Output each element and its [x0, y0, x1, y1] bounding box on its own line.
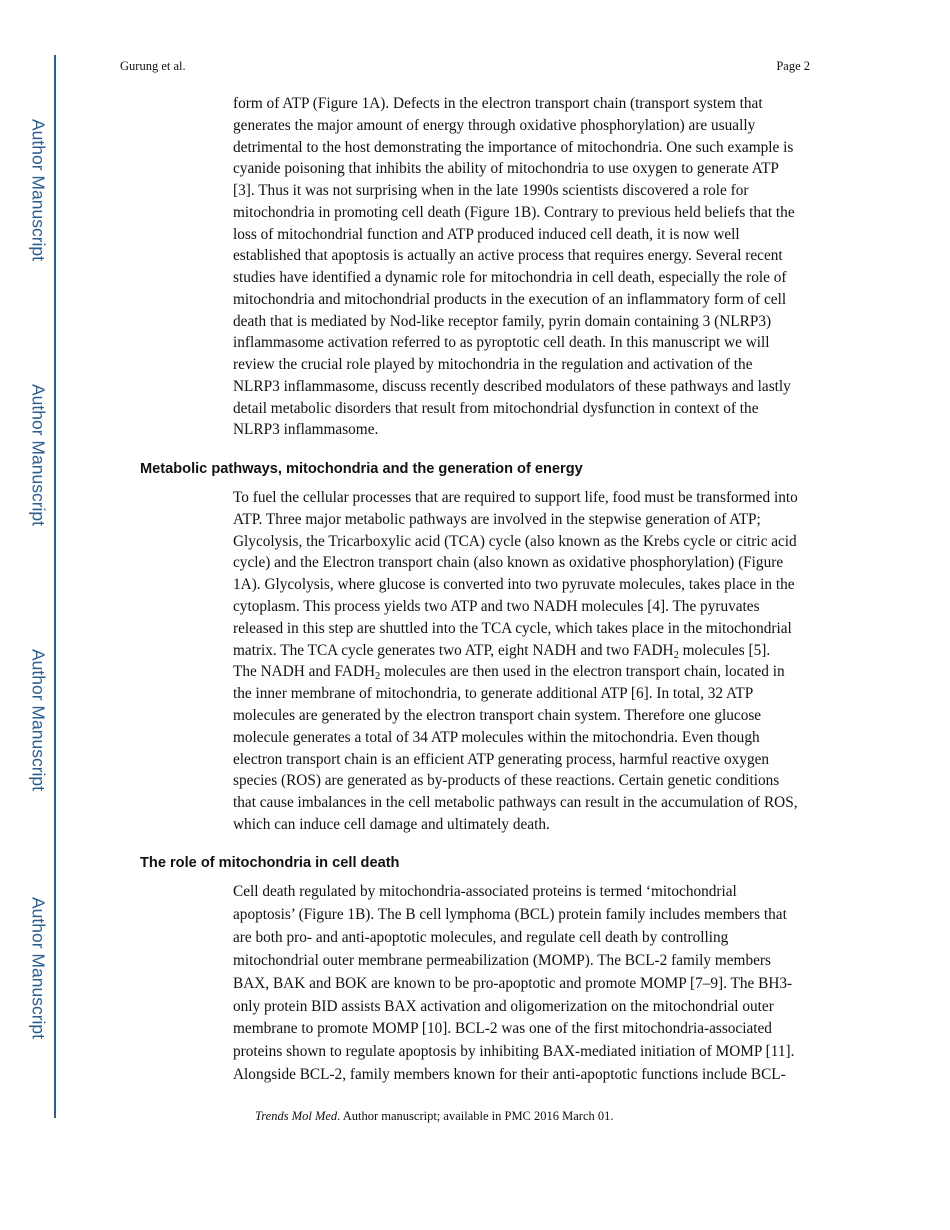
text-line: ATP. Three major metabolic pathways are involved in the stepwise generation of ATP; — [233, 510, 761, 528]
running-head-authors: Gurung et al. — [120, 59, 186, 73]
text-line: which can induce cell damage and ultimately death. — [233, 816, 550, 833]
text-line: loss of mitochondrial function and ATP produced induced cell death, it is now well — [233, 225, 740, 243]
text-line: inflammasome activation referred to as pyroptotic cell death. In this manuscript we will — [233, 334, 770, 352]
author-manuscript-label: Author Manuscript — [28, 648, 49, 792]
text-line: cytoplasm. This process yields two ATP and two NADH molecules [4]. The pyruvates — [233, 598, 760, 615]
text-line: only protein BID assists BAX activation and oligomerization on the mitochondrial outer — [233, 997, 774, 1015]
text-line: generates the major amount of energy through oxidative phosphorylation) are usually — [233, 116, 756, 134]
text-line: BAX, BAK and BOK are known to be pro-apoptotic and promote MOMP [7–9]. The BH3- — [233, 974, 793, 992]
text-line: molecules are generated by the electron transport chain system. Therefore one glucose — [233, 707, 762, 724]
text-line: matrix. The TCA cycle generates two ATP, eight NADH and two $FADH_2$ molecules [5]. — [233, 641, 771, 661]
text-line: detrimental to the host demonstrating the importance of mitochondria. One such example is — [233, 138, 794, 156]
text-line: To fuel the cellular processes that are required to support life, food must be transformed into — [233, 489, 798, 506]
text-line: established that apoptosis is actually an active process that requires energy. Several recent — [233, 247, 783, 265]
page-number: Page 2 — [776, 59, 810, 73]
journal-name: Trends Mol Med — [255, 1109, 338, 1123]
text-line: mitochondria in promoting cell death (Figure 1B). Contrary to previous held beliefs that the — [233, 203, 795, 221]
text-line: apoptosis’ (Figure 1B). The B cell lymphoma (BCL) protein family includes members that — [233, 905, 787, 923]
text-line: studies have identified a dynamic role for mitochondria in cell death, especially the role of — [233, 269, 787, 286]
text-line: species (ROS) are generated as by-products of these reactions. Certain genetic conditions — [233, 772, 780, 790]
text-line: death that is mediated by Nod-like receptor family, pyrin domain containing 3 (NLRP3) — [233, 312, 772, 330]
text-line: form of ATP (Figure 1A). Defects in the electron transport chain (transport system that — [233, 95, 763, 112]
text-line: NLRP3 inflammasome, discuss recently described modulators of these pathways and lastly — [233, 377, 791, 395]
text-line: mitochondrial outer membrane permeabilization (MOMP). The BCL-2 family members — [233, 951, 771, 969]
text-line: The NADH and $FADH_2$ molecules are then used in the electron transport chain, located in — [233, 663, 785, 683]
text-line: cycle) and the Electron transport chain (also known as oxidative phosphorylation) (Figure — [233, 554, 784, 572]
text-line: cyanide poisoning that inhibits the ability of mitochondria to use oxygen to generate ATP — [233, 160, 779, 178]
text-line: [3]. Thus it was not surprising when in the late 1990s scientists discovered a role for — [233, 182, 749, 199]
footer-text: . Author manuscript; available in PMC 2016 March 01. — [337, 1109, 614, 1123]
text-line: proteins shown to regulate apoptosis by inhibiting BAX-mediated initiation of MOMP [11]. — [233, 1043, 795, 1061]
text-line: released in this step are shuttled into the TCA cycle, which takes place in the mitochondrial — [233, 619, 792, 637]
text-line: Cell death regulated by mitochondria-associated proteins is termed ‘mitochondrial — [233, 883, 737, 900]
author-manuscript-label: Author Manuscript — [28, 118, 49, 262]
text-line: electron transport chain is an efficient ATP generating process, harmful reactive oxygen — [233, 750, 770, 768]
text-line: Alongside BCL-2, family members known for their anti-apoptotic functions include BCL- — [233, 1066, 786, 1084]
text-line: review the crucial role played by mitochondria in the regulation and activation of the — [233, 356, 753, 373]
text-line: are both pro- and anti-apoptotic molecules, and regulate cell death by controlling — [233, 928, 729, 946]
text-line: NLRP3 inflammasome. — [233, 421, 379, 439]
footer-citation — [255, 1109, 614, 1124]
text-line: detail metabolic disorders that result from mitochondrial dysfunction in context of the — [233, 399, 759, 417]
text-line: 1A). Glycolysis, where glucose is converted into two pyruvate molecules, takes place in the — [233, 576, 795, 594]
text-line: that cause imbalances in the cell metabolic pathways can result in the accumulation of ROS, — [233, 794, 798, 812]
author-manuscript-label: Author Manuscript — [28, 896, 49, 1040]
text-line: the inner membrane of mitochondria, to generate additional ATP [6]. In total, 32 ATP — [233, 685, 754, 703]
text-line: molecule generates a total of 34 ATP molecules within the mitochondria. Even though — [233, 728, 760, 746]
author-manuscript-label: Author Manuscript — [28, 383, 49, 527]
section-heading: Metabolic pathways, mitochondria and the generation of energy — [140, 461, 583, 477]
text-line: Glycolysis, the Tricarboxylic acid (TCA) cycle (also known as the Krebs cycle or citric acid — [233, 532, 797, 550]
section-heading: The role of mitochondria in cell death — [140, 855, 400, 871]
text-line: membrane to promote MOMP [10]. BCL-2 was one of the first mitochondria-associated — [233, 1020, 772, 1038]
margin-rule — [54, 55, 56, 1118]
text-line: mitochondria and mitochondrial products in the execution of an inflammatory form of cell — [233, 290, 787, 308]
